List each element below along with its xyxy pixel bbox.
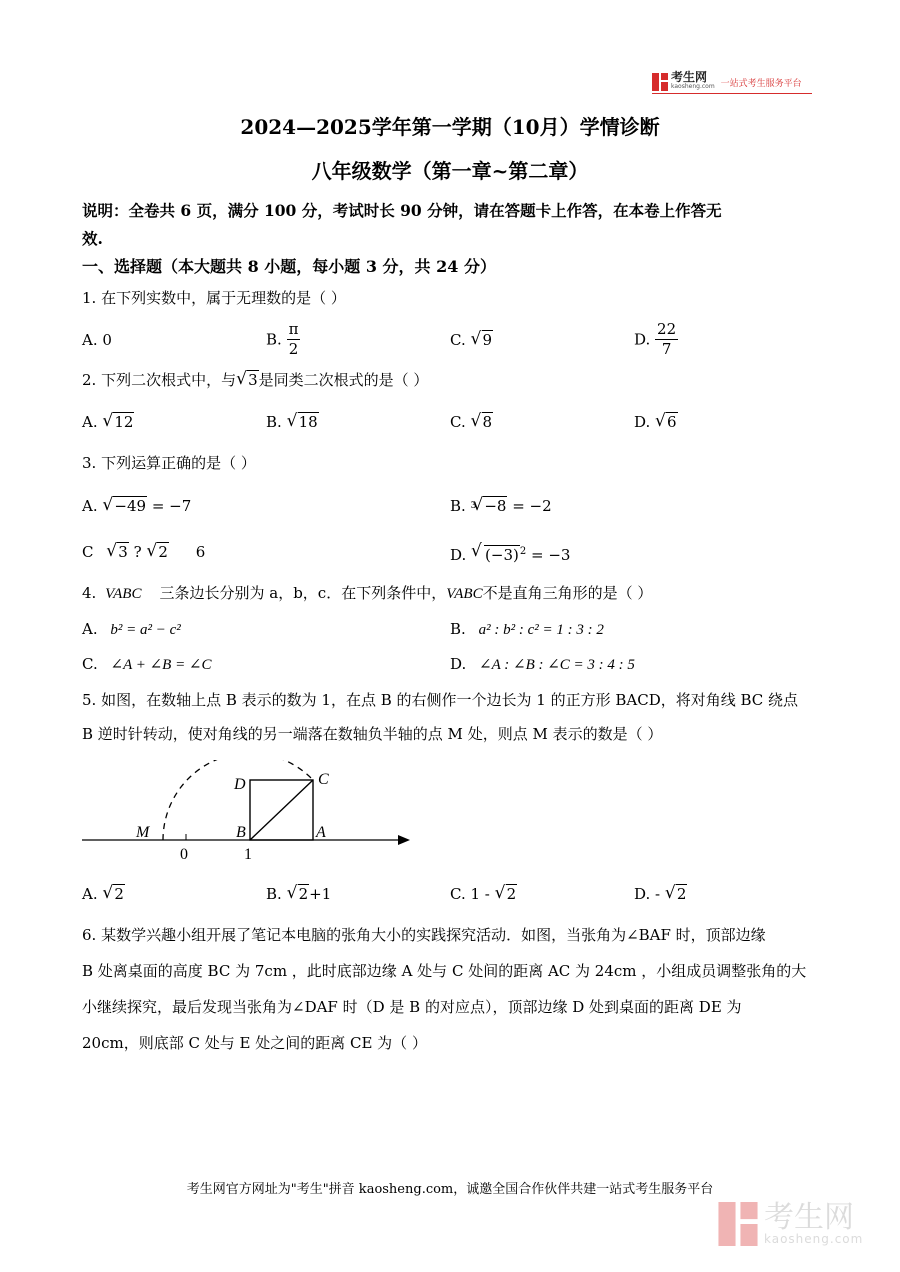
q5-b-sqrt [287,884,310,904]
q6-line1: 6. 某数学兴趣小组开展了笔记本电脑的张角大小的实践探究活动．如图，当张角为∠BAF 时，顶部边缘 [82,926,766,944]
q3-c-label: C [82,543,94,561]
label-zero: 0 [180,846,188,863]
q5-option-d [634,884,687,904]
q1-b-label: B. [266,330,282,349]
q3-c-sqrt2 [146,542,169,562]
q4-option-b [450,619,604,640]
q4-b-expr: a² : b² : c² = 1 : 3 : 2 [478,622,604,638]
section-1-heading: 一、选择题（本大题共 8 小题，每小题 3 分，共 24 分） [82,257,496,276]
q3-a-rad: −49 [114,497,147,515]
axis-arrow [398,835,410,845]
q2-option-c [450,412,493,432]
q2-stem-pre: 2. 下列二次根式中，与 [82,371,237,389]
q2-option-b [266,412,319,432]
q2-option-a [82,412,134,432]
logo-icon [652,73,668,91]
q2-d-sqrt [655,412,678,432]
q3-c-sqrt1 [106,542,129,562]
header-underline [652,93,812,94]
q3-d-label: D. [450,546,467,564]
q2-a-rad: 12 [114,413,134,431]
q4-d-label: D. [450,655,467,673]
q3-a-rest: = −7 [151,497,192,515]
q1-d-label: D. [634,330,651,349]
q2-a-sqrt [102,412,134,432]
q2-d-rad: 6 [667,413,677,431]
q5-option-c [450,884,517,904]
q1-option-a: A. 0 [82,331,112,349]
q4-c-expr: ∠A + ∠B = ∠C [110,657,212,673]
q2-stem-post: 是同类二次根式的是（ ） [258,371,429,389]
q4-option-d [450,654,635,675]
q3-option-c [82,542,205,562]
q3-option-b [450,496,552,516]
q4-stem-end: 不是直角三角形的是（ ） [482,584,653,602]
q3-option-a [82,496,191,516]
q3-c-rad2: 2 [158,543,168,561]
q1-option-b [266,320,300,359]
q2-a-label: A. [82,413,98,431]
q5-a-rad: 2 [114,885,124,903]
q3-d-sqrt [471,542,526,565]
q4-stem-mid: 三条边长分别为 a，b，c．在下列条件中， [159,584,447,602]
q1-d-num: 22 [657,320,677,338]
q5-line1: 5. 如图，在数轴上点 B 表示的数为 1，在点 B 的右侧作一个边长为 1 的正方形 BACD，将对角线 BC 绕点 [82,691,799,709]
q3-b-cbrt [472,496,507,516]
label-one: 1 [244,846,252,863]
q2-c-label: C. [450,413,466,431]
q5-a-label: A. [82,885,98,903]
q1-option-c [450,330,493,350]
q3-b-index: 3 [470,501,477,511]
q1-d-den: 7 [661,340,672,358]
q2-b-label: B. [266,413,282,431]
q1-option-d [634,320,678,359]
q3-b-label: B. [450,497,466,515]
q1-c-label: C. [450,331,466,349]
q5-d-label: D. - [634,885,661,903]
q4-a-label: A. [82,620,98,638]
instructions-line2: 效. [82,229,103,248]
q2-option-d [634,412,678,432]
q5-figure [80,760,420,865]
diagonal-bc [250,780,313,840]
q1-b-fraction [287,320,301,359]
header-logo [652,72,802,92]
q2-c-sqrt [471,412,494,432]
q4-stem [82,583,652,604]
q3-b-rest: = −2 [512,497,552,515]
logo-name: 考生网 [671,70,708,84]
q3-d-rad: (−3) [485,546,519,564]
q6-line3: 小继续探究，最后发现当张角为∠DAF 时（D 是 B 的对应点），顶部边缘 D 处到桌面的距离 DE 为 [82,998,742,1016]
q5-line2: B 逆时针转动，使对角线的另一端落在数轴负半轴的点 M 处，则点 M 表示的数是（ ） [82,725,663,743]
logo-domain: kaosheng.com [671,83,715,90]
q2-b-rad: 18 [298,413,318,431]
q3-a-label: A. [82,497,98,515]
watermark-domain: kaosheng.com [764,1232,864,1246]
q5-a-sqrt [102,884,125,904]
q4-option-c [82,654,212,675]
q4-triangle-2: VABC [446,586,483,602]
q5-b-label: B. [266,885,282,903]
q5-option-a [82,884,125,904]
page-title: 2024—2025学年第一学期（10月）学情诊断 [240,115,660,139]
q3-c-rest: 6 [195,543,206,561]
q3-option-d [450,542,570,565]
label-c: C [318,771,329,788]
q1-b-num: π [288,320,299,338]
q5-option-b [266,884,331,904]
q3-stem: 3. 下列运算正确的是（ ） [82,454,256,472]
q5-d-sqrt [665,884,688,904]
watermark-name: 考生网 [764,1200,854,1235]
q3-d-rest: = −3 [531,546,571,564]
q5-c-sqrt [495,884,518,904]
q2-stem [82,370,428,390]
page-footer: 考生网官方网址为"考生"拼音 kaosheng.com，诚邀全国合作伙伴共建一站式考生服务平台 [186,1182,714,1197]
label-b: B [236,824,246,841]
q1-b-den: 2 [288,340,299,358]
q2-stem-sqrt [236,370,259,390]
q2-stem-rad: 3 [248,371,258,389]
q4-a-expr: b² = a² − c² [110,622,181,638]
q1-c-rad: 9 [482,331,493,349]
watermark [718,1202,863,1246]
header-slogan: 一站式考生服务平台 [720,78,802,89]
q4-triangle: VABC [105,586,142,602]
watermark-logo-icon [718,1202,758,1246]
q5-d-rad: 2 [676,885,687,903]
q5-c-rad: 2 [506,885,517,903]
q4-c-label: C. [82,655,98,673]
q5-b-rad: 2 [298,885,309,903]
q5-c-label: C. 1 - [450,885,490,903]
q3-b-rad: −8 [484,497,507,515]
q3-d-exp: 2 [519,546,527,557]
q2-b-sqrt [287,412,319,432]
q4-d-expr: ∠A : ∠B : ∠C = 3 : 4 : 5 [479,657,635,673]
q1-c-sqrt [471,330,494,350]
q1-stem: 1. 在下列实数中，属于无理数的是（ ） [82,289,346,307]
q6-line2: B 处离桌面的高度 BC 为 7cm ，此时底部边缘 A 处与 C 处间的距离 AC 为 24cm ，小组成员调整张角的大 [82,962,807,980]
label-d: D [234,776,246,793]
label-m: M [136,824,150,841]
q2-d-label: D. [634,413,651,431]
q3-c-rad1: 3 [118,543,128,561]
q4-num: 4. [82,584,97,602]
page-subtitle: 八年级数学（第一章~第二章） [311,159,589,183]
q5-b-rest: +1 [309,885,332,903]
q1-d-fraction [655,320,678,359]
q2-c-rad: 8 [482,413,493,431]
q4-b-label: B. [450,620,466,638]
label-a: A [316,824,326,841]
q4-option-a [82,619,181,640]
instructions-line1 [82,201,722,221]
instructions-text: 全卷共 6 页，满分 100 分，考试时长 90 分钟，请在答题卡上作答，在本卷上作答无 [128,201,722,220]
instructions-label: 说明： [82,201,129,220]
q3-a-sqrt [102,496,147,516]
q6-line4: 20cm，则底部 C 处与 E 处之间的距离 CE 为（ ） [82,1034,427,1052]
q3-c-mid: ? [133,543,142,561]
